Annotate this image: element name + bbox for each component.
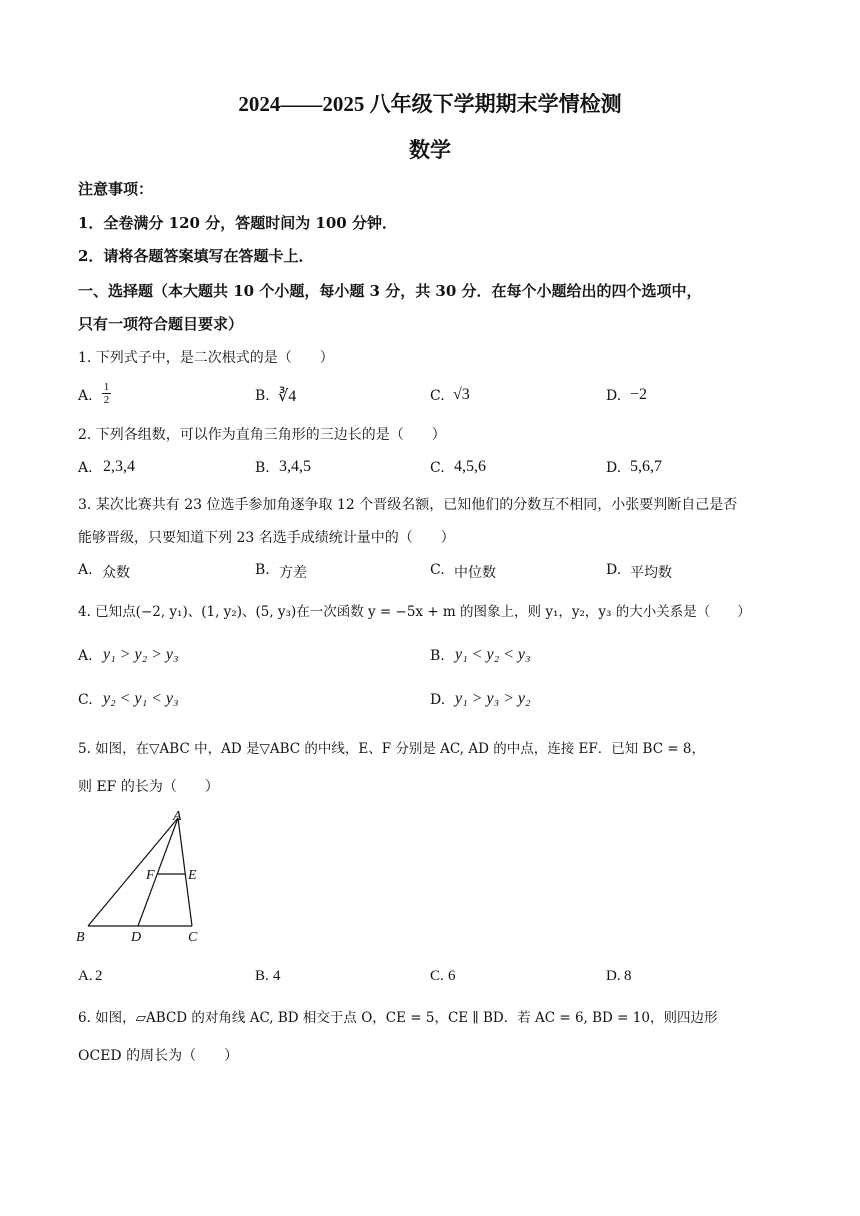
q3-option-c-label: C.: [430, 562, 445, 578]
q4-option-c-label: C.: [78, 692, 93, 708]
question-3-stem-line2: 能够晋级，只要知道下列 23 名选手成绩统计量中的（ ）: [78, 530, 455, 546]
q5-option-b: 4: [273, 968, 281, 984]
q2-option-b: 3,4,5: [279, 458, 311, 475]
q5-option-b-label: B.: [255, 968, 269, 984]
q4-option-a: y₁ > y₂ > y₃: [103, 646, 179, 663]
q2-option-b-label: B.: [255, 460, 270, 476]
q2-option-c-label: C.: [430, 460, 445, 476]
q3-option-a: 众数: [102, 565, 130, 581]
q5-option-a: 2: [95, 968, 103, 984]
q2-option-a-label: A.: [78, 460, 93, 476]
triangle-figure: [70, 808, 210, 948]
question-6-stem-line2: OCED 的周长为（ ）: [78, 1048, 239, 1064]
q1-option-d-label: D.: [606, 388, 622, 404]
q4-option-a-label: A.: [78, 648, 93, 664]
q3-option-b: 方差: [279, 565, 307, 581]
question-4-stem: 4. 已知点(−2, y₁)、(1, y₂)、(5, y₃)在一次函数 y = −5x + m 的图象上，则 y₁，y₂，y₃ 的大小关系是（ ）: [78, 604, 751, 620]
q5-option-d: 8: [624, 968, 632, 984]
section-heading-cont: 只有一项符合题目要求）: [78, 315, 244, 333]
question-1-stem: 1. 下列式子中，是二次根式的是（ ）: [78, 350, 334, 366]
notes-item-1: 1．全卷满分 120 分，答题时间为 100 分钟．: [78, 214, 397, 232]
median-ad: [138, 818, 178, 926]
q4-option-c: y₂ < y₁ < y₃: [103, 690, 179, 707]
question-5-stem-line2: 则 EF 的长为（ ）: [78, 779, 219, 795]
notes-item-2: 2．请将各题答案填写在答题卡上．: [78, 247, 314, 265]
point-b-label: B: [76, 930, 85, 945]
q4-option-b-label: B.: [430, 648, 445, 664]
question-2-stem: 2. 下列各组数，可以作为直角三角形的三边长的是（ ）: [78, 427, 446, 443]
q3-option-d: 平均数: [630, 565, 672, 581]
question-6-stem-line1: 6. 如图，▱ABCD 的对角线 AC, BD 相交于点 O，CE = 5，CE ∥ BD．若 AC = 6, BD = 10，则四边形: [78, 1010, 718, 1026]
exam-title: 2024——2025 八年级下学期期末学情检测: [238, 92, 622, 116]
side-ab: [88, 818, 178, 926]
q1-option-d: −2: [630, 386, 648, 403]
q4-option-d: y₁ > y₃ > y₂: [455, 690, 531, 707]
q2-option-a: 2,3,4: [103, 458, 135, 475]
q1-option-a: 1 2: [103, 381, 110, 406]
q3-option-a-label: A.: [78, 562, 93, 578]
q3-option-c: 中位数: [454, 565, 496, 581]
q5-option-a-label: A.: [78, 968, 93, 984]
q4-option-d-label: D.: [430, 692, 446, 708]
q5-option-c-label: C.: [430, 968, 444, 984]
subject-title: 数学: [409, 138, 451, 162]
point-c-label: C: [188, 930, 198, 945]
point-d-label: D: [131, 930, 142, 945]
point-e-label: E: [188, 868, 197, 883]
question-3-stem-line1: 3. 某次比赛共有 23 位选手参加角逐争取 12 个晋级名额，已知他们的分数互不相同，小张要判断自己是否: [78, 497, 738, 513]
q4-option-b: y₁ < y₂ < y₃: [455, 646, 531, 663]
q3-option-b-label: B.: [255, 562, 270, 578]
point-a-label: A: [173, 809, 182, 824]
section-heading: 一、选择题（本大题共 10 个小题，每小题 3 分，共 30 分．在每个小题给出的四个选项中，: [78, 282, 702, 300]
question-5-stem-line1: 5. 如图，在▽ABC 中，AD 是▽ABC 的中线，E、F 分别是 AC, AD 的中点，连接 EF．已知 BC = 8，: [78, 741, 706, 757]
q2-option-d-label: D.: [606, 460, 622, 476]
q1-option-a-label: A.: [78, 388, 93, 404]
q5-option-c: 6: [448, 968, 456, 984]
q1-option-c: √3: [453, 386, 470, 403]
q2-option-d: 5,6,7: [630, 458, 662, 475]
point-f-label: F: [146, 868, 155, 883]
q1-option-b-label: B.: [255, 388, 270, 404]
q2-option-c: 4,5,6: [454, 458, 486, 475]
q1-option-c-label: C.: [430, 388, 445, 404]
notes-heading: 注意事项：: [78, 180, 154, 198]
q1-option-b: ∛4: [278, 388, 297, 405]
q3-option-d-label: D.: [606, 562, 622, 578]
q5-option-d-label: D.: [606, 968, 621, 984]
